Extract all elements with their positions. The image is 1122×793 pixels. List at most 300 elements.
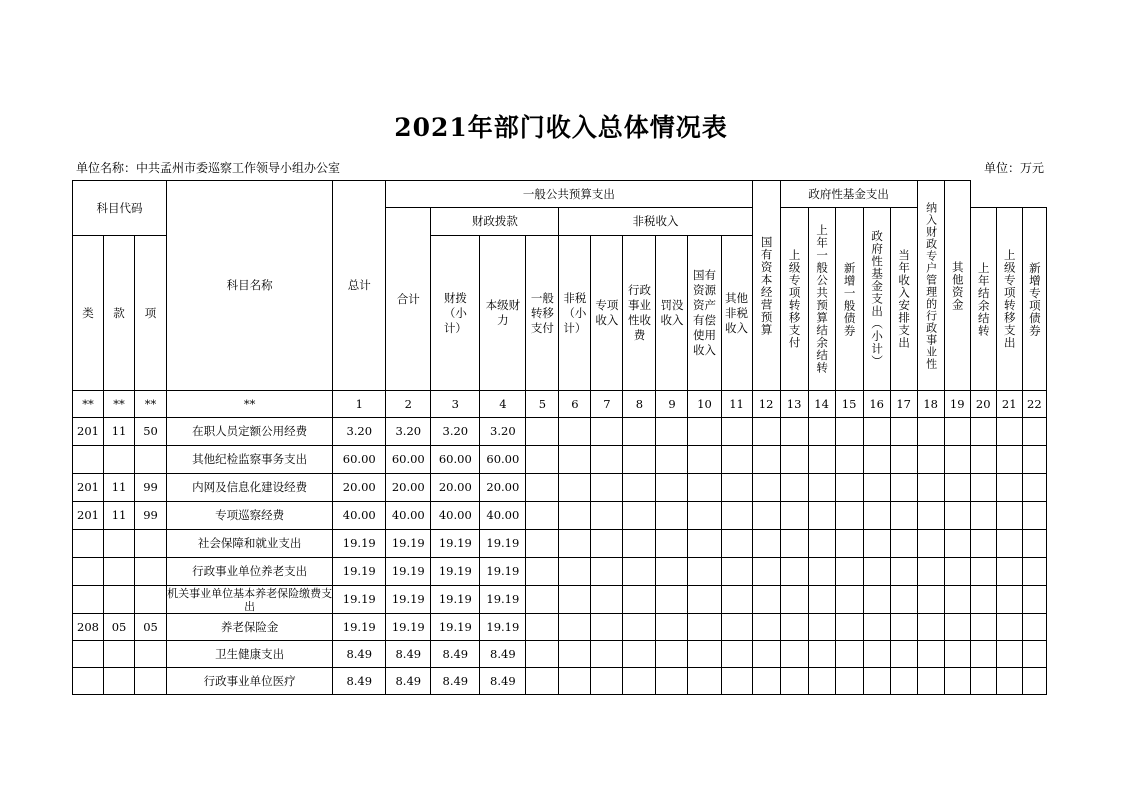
header-nontax: 非税收入 (559, 208, 752, 236)
row-heji: 19.19 (386, 530, 431, 558)
empty-cell (623, 586, 656, 614)
empty-cell (721, 446, 752, 474)
empty-cell (808, 586, 835, 614)
row-total: 19.19 (333, 614, 386, 641)
empty-cell (890, 530, 917, 558)
row-subject-name: 社会保障和就业支出 (167, 530, 333, 558)
empty-cell (721, 530, 752, 558)
header-fiscal-sub: 财拨（小计） (431, 236, 480, 391)
empty-cell (752, 641, 780, 668)
empty-cell (752, 418, 780, 446)
empty-cell (752, 586, 780, 614)
empty-cell (863, 641, 890, 668)
empty-cell (1022, 586, 1046, 614)
empty-cell (688, 668, 721, 695)
empty-cell (917, 668, 944, 695)
row-total: 40.00 (333, 502, 386, 530)
row-local: 8.49 (480, 641, 526, 668)
column-index-cell: 21 (996, 391, 1022, 418)
header-gov-fund-sub: 政府性基金支出（小计） (863, 208, 890, 391)
empty-cell (721, 418, 752, 446)
empty-cell (559, 418, 591, 446)
row-xiang (135, 446, 167, 474)
row-xiang (135, 558, 167, 586)
empty-cell (917, 558, 944, 586)
row-xiang (135, 641, 167, 668)
empty-cell (780, 641, 808, 668)
empty-cell (656, 586, 688, 614)
row-subject-name: 内网及信息化建设经费 (167, 474, 333, 502)
row-heji: 8.49 (386, 668, 431, 695)
table-body (73, 418, 1047, 695)
empty-cell (752, 668, 780, 695)
row-lei (73, 558, 104, 586)
empty-cell (944, 586, 970, 614)
header-general-budget: 一般公共预算支出 (386, 181, 752, 208)
empty-cell (688, 474, 721, 502)
header-new-special-debt: 新增专项债券 (1022, 208, 1046, 391)
empty-cell (996, 418, 1022, 446)
empty-cell (559, 530, 591, 558)
column-index-cell: 2 (386, 391, 431, 418)
empty-cell (591, 586, 623, 614)
row-local: 19.19 (480, 558, 526, 586)
empty-cell (863, 446, 890, 474)
row-kuan (104, 446, 135, 474)
column-index-cell: 6 (559, 391, 591, 418)
unit-name: 单位名称：中共孟州市委巡察工作领导小组办公室 (76, 161, 341, 175)
empty-cell (835, 474, 863, 502)
row-fiscal-sub: 3.20 (431, 418, 480, 446)
empty-cell (863, 668, 890, 695)
empty-cell (688, 586, 721, 614)
column-index-cell: 15 (835, 391, 863, 418)
empty-cell (808, 668, 835, 695)
empty-cell (591, 530, 623, 558)
empty-cell (863, 530, 890, 558)
empty-cell (890, 614, 917, 641)
header-other-funds: 其他资金 (944, 181, 970, 391)
column-index-cell: 1 (333, 391, 386, 418)
row-local: 19.19 (480, 586, 526, 614)
empty-cell (970, 446, 996, 474)
empty-cell (721, 668, 752, 695)
column-index-cell: 19 (944, 391, 970, 418)
empty-cell (623, 418, 656, 446)
row-subject-name: 机关事业单位基本养老保险缴费支出 (167, 586, 333, 613)
empty-cell (808, 558, 835, 586)
empty-cell (890, 558, 917, 586)
empty-cell (970, 668, 996, 695)
empty-cell (591, 641, 623, 668)
row-kuan: 11 (104, 502, 135, 530)
empty-cell (656, 418, 688, 446)
empty-cell (591, 614, 623, 641)
column-index-cell: 20 (970, 391, 996, 418)
empty-cell (890, 586, 917, 614)
empty-cell (526, 446, 559, 474)
table-row (73, 446, 1047, 474)
row-fiscal-sub: 8.49 (431, 668, 480, 695)
empty-cell (526, 558, 559, 586)
empty-cell (780, 668, 808, 695)
header-heji: 合计 (386, 208, 431, 391)
empty-cell (996, 502, 1022, 530)
column-index-cell: 17 (890, 391, 917, 418)
header-xiang: 项 (135, 236, 167, 391)
empty-cell (656, 502, 688, 530)
header-kuan: 款 (104, 236, 135, 391)
header-lei: 类 (73, 236, 104, 391)
table-row (73, 474, 1047, 502)
empty-cell (1022, 530, 1046, 558)
table-row (73, 668, 1047, 695)
row-lei: 201 (73, 502, 104, 530)
row-total: 20.00 (333, 474, 386, 502)
empty-cell (890, 446, 917, 474)
header-upper-transfer: 上级专项转移支出 (996, 208, 1022, 391)
empty-cell (835, 614, 863, 641)
column-index-cell: 8 (623, 391, 656, 418)
empty-cell (1022, 502, 1046, 530)
row-lei (73, 530, 104, 558)
empty-cell (526, 641, 559, 668)
empty-cell (970, 530, 996, 558)
column-index-cell: 22 (1022, 391, 1046, 418)
empty-cell (917, 418, 944, 446)
table-row (73, 418, 1047, 446)
row-fiscal-sub: 8.49 (431, 641, 480, 668)
column-index-cell: 10 (688, 391, 721, 418)
empty-cell (688, 641, 721, 668)
empty-cell (526, 502, 559, 530)
empty-cell (917, 530, 944, 558)
row-total: 3.20 (333, 418, 386, 446)
row-heji: 19.19 (386, 614, 431, 641)
empty-cell (688, 502, 721, 530)
empty-cell (780, 558, 808, 586)
row-fiscal-sub: 40.00 (431, 502, 480, 530)
row-xiang (135, 586, 167, 614)
empty-cell (752, 530, 780, 558)
empty-cell (780, 418, 808, 446)
header-state-capital: 国有资本经营预算 (752, 181, 780, 391)
row-kuan (104, 530, 135, 558)
empty-cell (721, 558, 752, 586)
empty-cell (656, 668, 688, 695)
row-local: 19.19 (480, 614, 526, 641)
empty-cell (623, 502, 656, 530)
empty-cell (863, 418, 890, 446)
row-fiscal-sub: 20.00 (431, 474, 480, 502)
empty-cell (808, 474, 835, 502)
row-fiscal-sub: 19.19 (431, 558, 480, 586)
empty-cell (591, 558, 623, 586)
empty-cell (721, 614, 752, 641)
column-index-cell: 16 (863, 391, 890, 418)
table-row (73, 641, 1047, 668)
row-xiang (135, 530, 167, 558)
empty-cell (970, 586, 996, 614)
row-fiscal-sub: 60.00 (431, 446, 480, 474)
empty-cell (656, 558, 688, 586)
empty-cell (890, 474, 917, 502)
empty-cell (970, 558, 996, 586)
empty-cell (591, 418, 623, 446)
empty-cell (1022, 668, 1046, 695)
empty-cell (623, 530, 656, 558)
empty-cell (591, 668, 623, 695)
empty-cell (752, 558, 780, 586)
row-subject-name: 在职人员定额公用经费 (167, 418, 333, 446)
empty-cell (559, 668, 591, 695)
empty-cell (559, 474, 591, 502)
empty-cell (591, 446, 623, 474)
empty-cell (526, 668, 559, 695)
row-local: 3.20 (480, 418, 526, 446)
row-heji: 19.19 (386, 586, 431, 614)
column-index-cell: 3 (431, 391, 480, 418)
empty-cell (591, 502, 623, 530)
header-fiscal-special: 纳入财政专户管理的行政事业性 (917, 181, 944, 391)
row-total: 60.00 (333, 446, 386, 474)
row-heji: 19.19 (386, 558, 431, 586)
empty-cell (808, 614, 835, 641)
row-heji: 3.20 (386, 418, 431, 446)
unit-measure: 单位：万元 (983, 161, 1044, 175)
empty-cell (1022, 418, 1046, 446)
column-index-row (73, 391, 1047, 418)
empty-cell (944, 446, 970, 474)
row-xiang: 99 (135, 474, 167, 502)
empty-cell (656, 474, 688, 502)
empty-cell (835, 502, 863, 530)
empty-cell (835, 668, 863, 695)
empty-cell (808, 418, 835, 446)
empty-cell (944, 530, 970, 558)
empty-cell (526, 418, 559, 446)
empty-cell (970, 502, 996, 530)
empty-cell (623, 641, 656, 668)
row-xiang: 99 (135, 502, 167, 530)
header-current-arr: 当年收入安排支出 (890, 208, 917, 391)
row-subject-name: 养老保险金 (167, 614, 333, 641)
row-kuan: 05 (104, 614, 135, 641)
empty-cell (688, 530, 721, 558)
empty-cell (1022, 641, 1046, 668)
row-subject-name: 专项巡察经费 (167, 502, 333, 530)
row-kuan: 11 (104, 474, 135, 502)
empty-cell (808, 502, 835, 530)
header-transfer: 一般转移支付 (526, 236, 559, 391)
row-heji: 60.00 (386, 446, 431, 474)
header-fiscal: 财政拨款 (431, 208, 559, 236)
empty-cell (1022, 614, 1046, 641)
empty-cell (944, 668, 970, 695)
empty-cell (917, 641, 944, 668)
row-heji: 20.00 (386, 474, 431, 502)
empty-cell (970, 614, 996, 641)
empty-cell (996, 558, 1022, 586)
empty-cell (996, 474, 1022, 502)
row-total: 8.49 (333, 641, 386, 668)
empty-cell (835, 558, 863, 586)
empty-cell (780, 474, 808, 502)
row-fiscal-sub: 19.19 (431, 530, 480, 558)
row-lei (73, 641, 104, 668)
empty-cell (721, 586, 752, 614)
row-local: 8.49 (480, 668, 526, 695)
empty-cell (623, 474, 656, 502)
row-kuan: 11 (104, 418, 135, 446)
column-index-cell: 14 (808, 391, 835, 418)
empty-cell (780, 446, 808, 474)
row-lei: 201 (73, 474, 104, 502)
empty-cell (559, 614, 591, 641)
empty-cell (1022, 474, 1046, 502)
row-kuan (104, 558, 135, 586)
empty-cell (526, 614, 559, 641)
empty-cell (917, 586, 944, 614)
empty-cell (863, 558, 890, 586)
empty-cell (917, 614, 944, 641)
row-subject-name: 卫生健康支出 (167, 641, 333, 668)
empty-cell (917, 474, 944, 502)
empty-cell (752, 474, 780, 502)
header-admin-fee: 行政事业性收费 (623, 236, 656, 391)
header-subject-name: 科目名称 (167, 181, 333, 391)
empty-cell (623, 558, 656, 586)
empty-cell (559, 446, 591, 474)
empty-cell (656, 446, 688, 474)
empty-cell (1022, 446, 1046, 474)
empty-cell (970, 641, 996, 668)
empty-cell (890, 668, 917, 695)
column-index-cell: 9 (656, 391, 688, 418)
empty-cell (835, 418, 863, 446)
empty-cell (944, 614, 970, 641)
column-index-cell: 13 (780, 391, 808, 418)
empty-cell (808, 641, 835, 668)
empty-cell (526, 586, 559, 614)
row-total: 19.19 (333, 530, 386, 558)
empty-cell (863, 614, 890, 641)
empty-cell (996, 446, 1022, 474)
empty-cell (835, 641, 863, 668)
empty-cell (688, 558, 721, 586)
row-total: 19.19 (333, 586, 386, 614)
column-index-cell: 5 (526, 391, 559, 418)
empty-cell (863, 474, 890, 502)
empty-cell (780, 502, 808, 530)
row-local: 60.00 (480, 446, 526, 474)
empty-cell (526, 530, 559, 558)
row-local: 19.19 (480, 530, 526, 558)
empty-cell (996, 641, 1022, 668)
empty-cell (688, 614, 721, 641)
row-local: 40.00 (480, 502, 526, 530)
header-prev-year: 上年一般公共预算结余结转 (808, 208, 835, 391)
column-index-cell: ** (104, 391, 135, 418)
empty-cell (890, 502, 917, 530)
header-upper-special: 上级专项转移支付 (780, 208, 808, 391)
column-index-cell: 11 (721, 391, 752, 418)
empty-cell (721, 474, 752, 502)
column-index-cell: ** (73, 391, 104, 418)
table-row (73, 502, 1047, 530)
row-kuan (104, 586, 135, 614)
empty-cell (591, 474, 623, 502)
empty-cell (656, 614, 688, 641)
empty-cell (970, 474, 996, 502)
row-total: 19.19 (333, 558, 386, 586)
header-prev-balance: 上年结余结转 (970, 208, 996, 391)
empty-cell (623, 614, 656, 641)
empty-cell (917, 502, 944, 530)
row-heji: 8.49 (386, 641, 431, 668)
column-index-cell: 18 (917, 391, 944, 418)
empty-cell (688, 446, 721, 474)
column-index-cell: 7 (591, 391, 623, 418)
row-fiscal-sub: 19.19 (431, 586, 480, 614)
table-row (73, 558, 1047, 586)
empty-cell (917, 446, 944, 474)
empty-cell (688, 418, 721, 446)
table-row (73, 614, 1047, 641)
empty-cell (890, 641, 917, 668)
page-title: 2021年部门收入总体情况表 (394, 113, 728, 142)
empty-cell (721, 641, 752, 668)
empty-cell (559, 558, 591, 586)
empty-cell (863, 502, 890, 530)
empty-cell (944, 558, 970, 586)
row-lei (73, 586, 104, 614)
empty-cell (559, 502, 591, 530)
header-local: 本级财力 (480, 236, 526, 391)
row-xiang (135, 668, 167, 695)
empty-cell (835, 586, 863, 614)
header-gov-fund: 政府性基金支出 (780, 181, 917, 208)
row-xiang: 50 (135, 418, 167, 446)
empty-cell (752, 446, 780, 474)
empty-cell (996, 530, 1022, 558)
row-kuan (104, 668, 135, 695)
row-kuan (104, 641, 135, 668)
empty-cell (559, 641, 591, 668)
header-penalty: 罚没收入 (656, 236, 688, 391)
row-lei (73, 446, 104, 474)
empty-cell (944, 474, 970, 502)
empty-cell (656, 530, 688, 558)
row-subject-name: 行政事业单位医疗 (167, 668, 333, 695)
empty-cell (996, 614, 1022, 641)
row-xiang: 05 (135, 614, 167, 641)
empty-cell (890, 418, 917, 446)
row-heji: 40.00 (386, 502, 431, 530)
column-index-cell: ** (167, 391, 333, 418)
empty-cell (996, 586, 1022, 614)
row-subject-name: 行政事业单位养老支出 (167, 558, 333, 586)
empty-cell (623, 446, 656, 474)
column-index-cell: ** (135, 391, 167, 418)
empty-cell (996, 668, 1022, 695)
table-row (73, 530, 1047, 558)
empty-cell (752, 614, 780, 641)
empty-cell (835, 446, 863, 474)
empty-cell (835, 530, 863, 558)
row-total: 8.49 (333, 668, 386, 695)
empty-cell (970, 418, 996, 446)
